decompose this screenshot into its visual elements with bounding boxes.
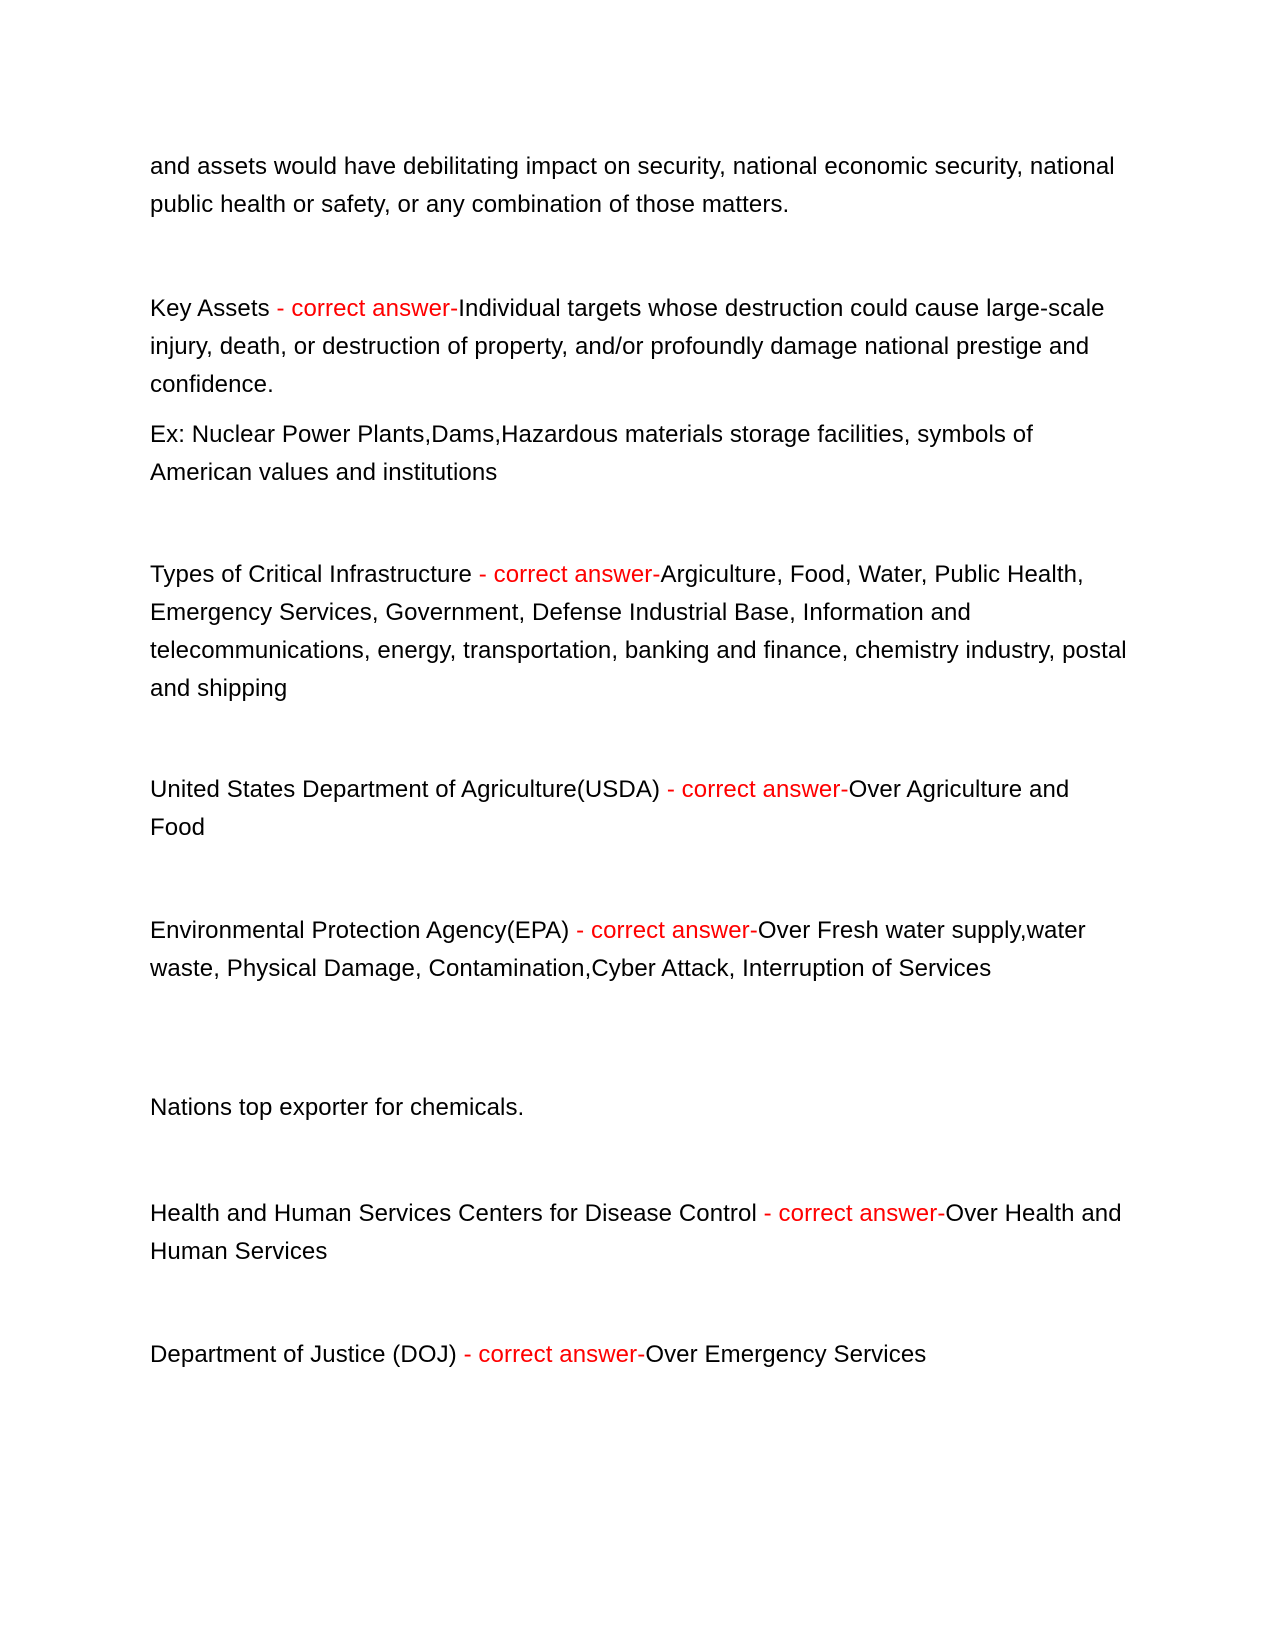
flashcard-term: Department of Justice (DOJ) bbox=[150, 1341, 457, 1368]
correct-answer-separator: - correct answer- bbox=[756, 1200, 946, 1227]
flashcard-term: Health and Human Services Centers for Disease Control bbox=[150, 1200, 757, 1227]
flashcard-answer: Individual targets whose destruction could cause large-scale injury, death, or destruction of property, and/or profoundly damage national prestige and confidence. bbox=[150, 295, 1105, 398]
correct-answer-separator: - correct answer- bbox=[456, 1341, 646, 1368]
flashcard-hhs-cdc bbox=[150, 1195, 1130, 1271]
flashcard-term: Key Assets bbox=[150, 295, 270, 322]
paragraph-text: and assets would have debilitating impact on security, national economic security, national public health or safety, or any combination of those matters. bbox=[150, 153, 1115, 218]
flashcard-types-of-critical-infrastructure bbox=[150, 556, 1130, 708]
flashcard-doj bbox=[150, 1336, 1130, 1374]
correct-answer-separator: - correct answer- bbox=[471, 561, 661, 588]
correct-answer-separator: - correct answer- bbox=[660, 776, 849, 803]
flashcard-answer: Over Agriculture and Food bbox=[150, 776, 1070, 841]
flashcard-epa bbox=[150, 912, 1130, 988]
paragraph-text: Ex: Nuclear Power Plants,Dams,Hazardous materials storage facilities, symbols of American values and institutions bbox=[150, 421, 1033, 486]
flashcard-term: Environmental Protection Agency(EPA) bbox=[150, 917, 570, 944]
flashcard-usda bbox=[150, 771, 1130, 847]
flashcard-key-assets bbox=[150, 290, 1130, 404]
flashcard-answer: Over Health and Human Services bbox=[150, 1200, 1122, 1265]
chemicals-paragraph bbox=[150, 1089, 1130, 1127]
paragraph-text: Nations top exporter for chemicals. bbox=[150, 1094, 525, 1121]
example-paragraph bbox=[150, 416, 1130, 492]
flashcard-term: Types of Critical Infrastructure bbox=[150, 561, 472, 588]
correct-answer-separator: - correct answer- bbox=[269, 295, 459, 322]
flashcard-answer: Over Fresh water supply,water waste, Physical Damage, Contamination,Cyber Attack, Interruption of Services bbox=[150, 917, 1086, 982]
flashcard-answer: Argiculture, Food, Water, Public Health, Emergency Services, Government, Defense Industrial Base, Information and telecommunications, energy, transportation, banking and finance, chemistry industry, postal and shipping bbox=[150, 561, 1127, 702]
continuation-paragraph bbox=[150, 148, 1130, 224]
correct-answer-separator: - correct answer- bbox=[569, 917, 758, 944]
flashcard-term: United States Department of Agriculture(USDA) bbox=[150, 776, 661, 803]
flashcard-answer: Over Emergency Services bbox=[645, 1341, 927, 1368]
